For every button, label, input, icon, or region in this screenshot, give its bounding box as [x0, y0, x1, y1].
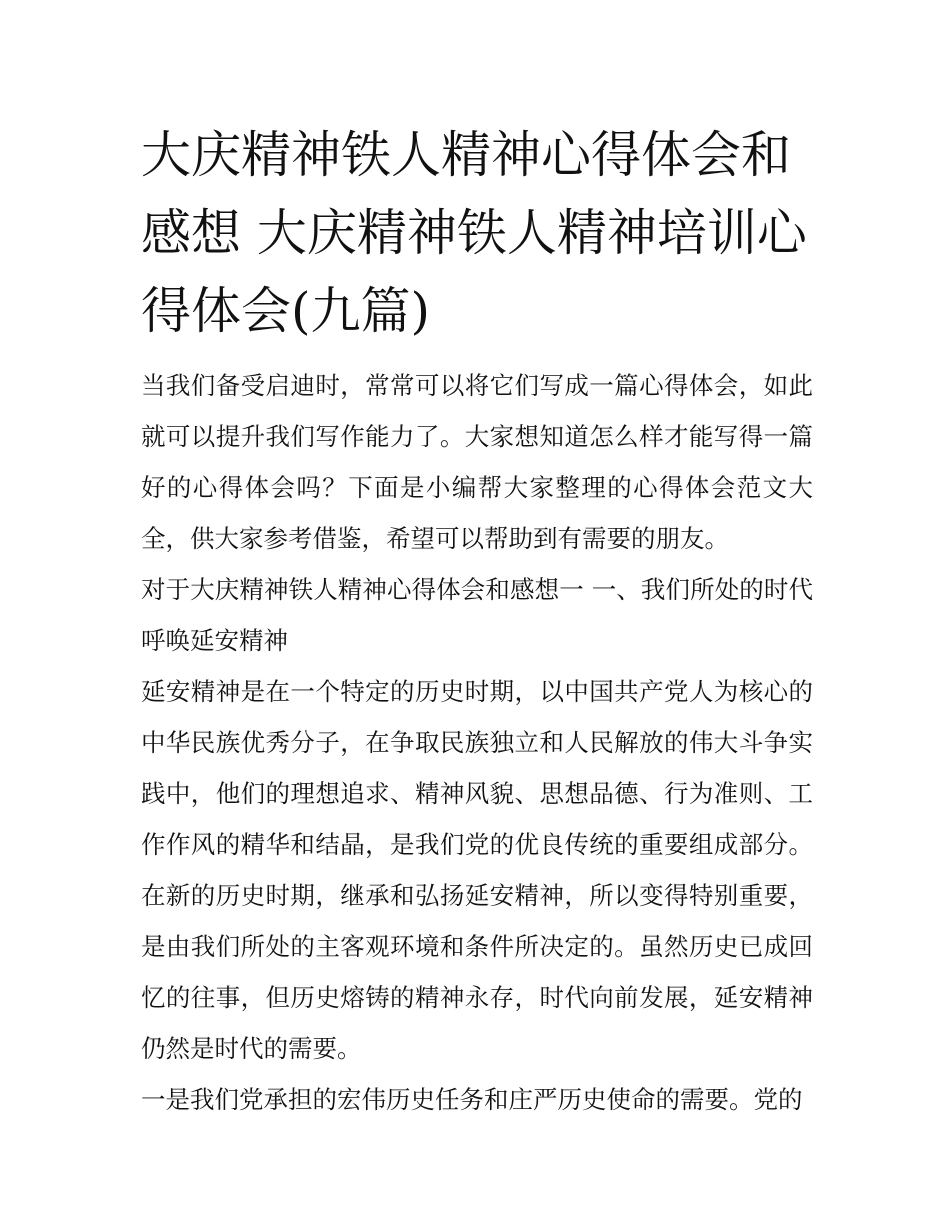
paragraph-point-one: 一是我们党承担的宏伟历史任务和庄严历史使命的需要。党的 — [141, 1085, 803, 1114]
paragraph-yanan-spirit: 延安精神是在一个特定的历史时期，以中国共产党人为核心的中华民族优秀分子，在争取民族独立和人民解放的伟大斗争实践中，他们的理想追求、精神风貌、思想品德、行为准则、工作作风的精华和结晶，是我们党的优良传统的重要组成部分。在新的历史时期，继承和弘扬延安精神，所以变得特别重要，是由我们所处的主客观环境和条件所决定的。虽然历史已成回忆的往事，但历史熔铸的精神永存，时代向前发展，延安精神仍然是时代的需要。 — [141, 677, 813, 1063]
paragraph-intro: 当我们备受启迪时，常常可以将它们写成一篇心得体会，如此就可以提升我们写作能力了。大家想知道怎么样才能写得一篇好的心得体会吗？下面是小编帮大家整理的心得体会范文大全，供大家参考借鉴，希望可以帮助到有需要的朋友。 — [141, 371, 813, 553]
document-title: 大庆精神铁人精神心得体会和感想 大庆精神铁人精神培训心得体会(九篇) — [141, 126, 807, 340]
document-body — [141, 116, 813, 1125]
paragraph-section-heading: 对于大庆精神铁人精神心得体会和感想一 一、我们所处的时代呼唤延安精神 — [141, 575, 813, 655]
